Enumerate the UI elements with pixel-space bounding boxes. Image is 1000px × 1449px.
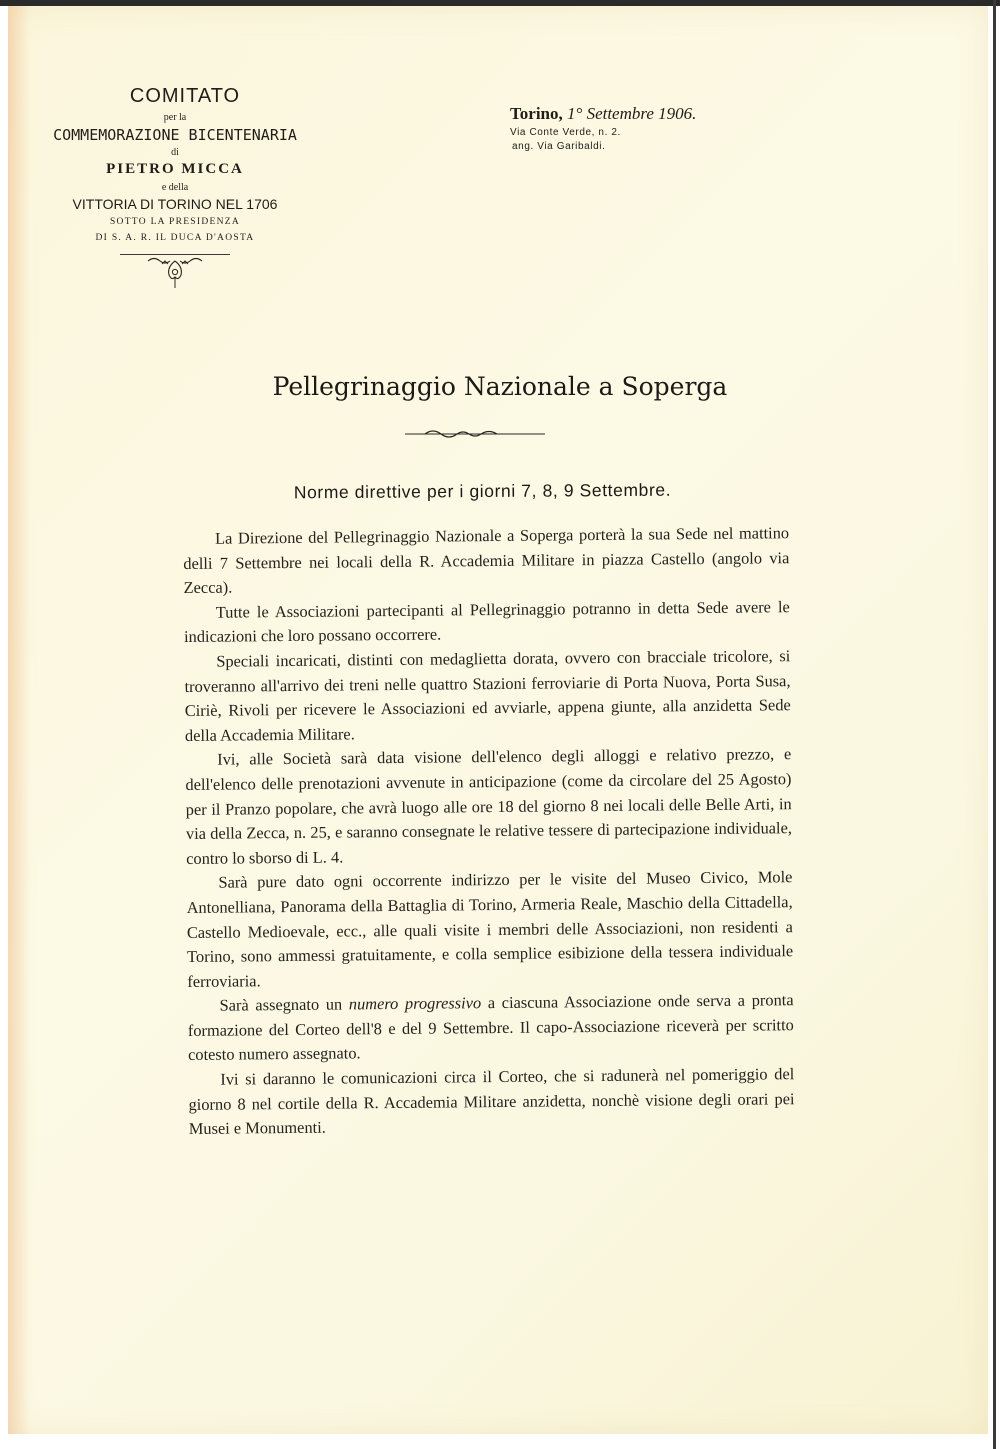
document-body (183, 521, 795, 1142)
paragraph-6-emphasis: numero progressivo (348, 993, 482, 1014)
paragraph-6 (187, 988, 794, 1068)
paragraph-6-end: a ciascuna Associazione onde serva a pronta formazione del Corteo dell'8 e del 9 Settembre. Il capo-Associazione riceverà per scritto cotesto numero assegnato. (187, 990, 794, 1065)
letterhead-pietro-micca: PIETRO MICCA (106, 161, 244, 178)
dateline (510, 104, 696, 152)
letterhead-e-della: e della (161, 181, 189, 193)
letterhead-di: di (171, 146, 179, 158)
paragraph-1: La Direzione del Pellegrinaggio Nazionale a Soperga porterà la sua Sede nel mattino delli 7 Settembre nei locali della R. Accademia Militare in piazza Castello (angolo via Zecca). (183, 523, 790, 598)
paragraph-6-start: Sarà assegnato un (219, 994, 349, 1015)
dateline-date: 1° Settembre 1906. (567, 104, 697, 123)
paragraph-7: Ivi si daranno le comunicazioni circa il Corteo, che si radunerà nel pomeriggio del giorno 8 nel cortile della R. Accademia Militare anzidetta, nonchè visione degli orari pei Musei e Monumenti. (188, 1064, 795, 1139)
scroll-ornament-icon (140, 255, 210, 291)
title-flourish-icon (405, 428, 550, 440)
dateline-city: Torino, (510, 104, 563, 123)
scan-border-right (993, 0, 996, 1449)
letterhead-commemorazione: COMMEMORAZIONE BICENTENARIA (53, 125, 297, 144)
document-title: Pellegrinaggio Nazionale a Soperga (272, 372, 728, 401)
paragraph-3: Speciali incaricati, distinti con medaglietta dorata, ovvero con bracciale tricolore, si troveranno all'arrivo dei treni nelle quattro Stazioni ferroviarie di Porta Nuova, Porta Susa, Ciriè, Rivoli per ricevere le Associazioni ed avviarle, appena giunte, alla anzidetta Sede della Accademia Militare. (184, 646, 791, 745)
paragraph-5: Sarà pure dato ogni occorrente indirizzo per le visite del Museo Civico, Mole Antonelliana, Panorama della Battaglia di Torino, Armeria Reale, Maschio della Cittadella, Castello Medioevale, ecc., alle quali visite i membri delle Associazioni, non residenti a Torino, sono ammessi gratuitamente, e colla semplice esibizione della tessera individuale ferroviaria. (186, 867, 794, 991)
letterhead-comitato: COMITATO (129, 85, 241, 107)
letterhead-vittoria: VITTORIA DI TORINO NEL 1706 (72, 196, 278, 212)
letterhead-presidenza: SOTTO LA PRESIDENZA (109, 217, 241, 228)
letterhead (40, 85, 310, 291)
letterhead-duca: DI S. A. R. IL DUCA D'AOSTA (95, 233, 255, 244)
letterhead-per-la: per la (163, 112, 187, 123)
dateline-address-1: Via Conte Verde, n. 2. (510, 127, 621, 138)
dateline-address-2: ang. Via Garibaldi. (512, 141, 606, 152)
paragraph-4: Ivi, alle Società sarà data visione dell'elenco degli alloggi e relativo prezzo, e dell'elenco delle prenotazioni avvenute in anticipazione (come da circolare del 25 Agosto) per il Pranzo popolare, che avrà luogo alle ore 18 del giorno 8 nei locali delle Belle Arti, in via della Zecca, n. 25, e saranno consegnate le relative tessere di partecipazione individuale, contro lo sborso di L. 4. (185, 744, 793, 868)
paragraph-2: Tutte le Associazioni partecipanti al Pellegrinaggio potranno in detta Sede avere le indicazioni che loro possano occorrere. (183, 596, 790, 647)
document-subtitle: Norme direttive per i giorni 7, 8, 9 Settembre. (293, 479, 672, 503)
